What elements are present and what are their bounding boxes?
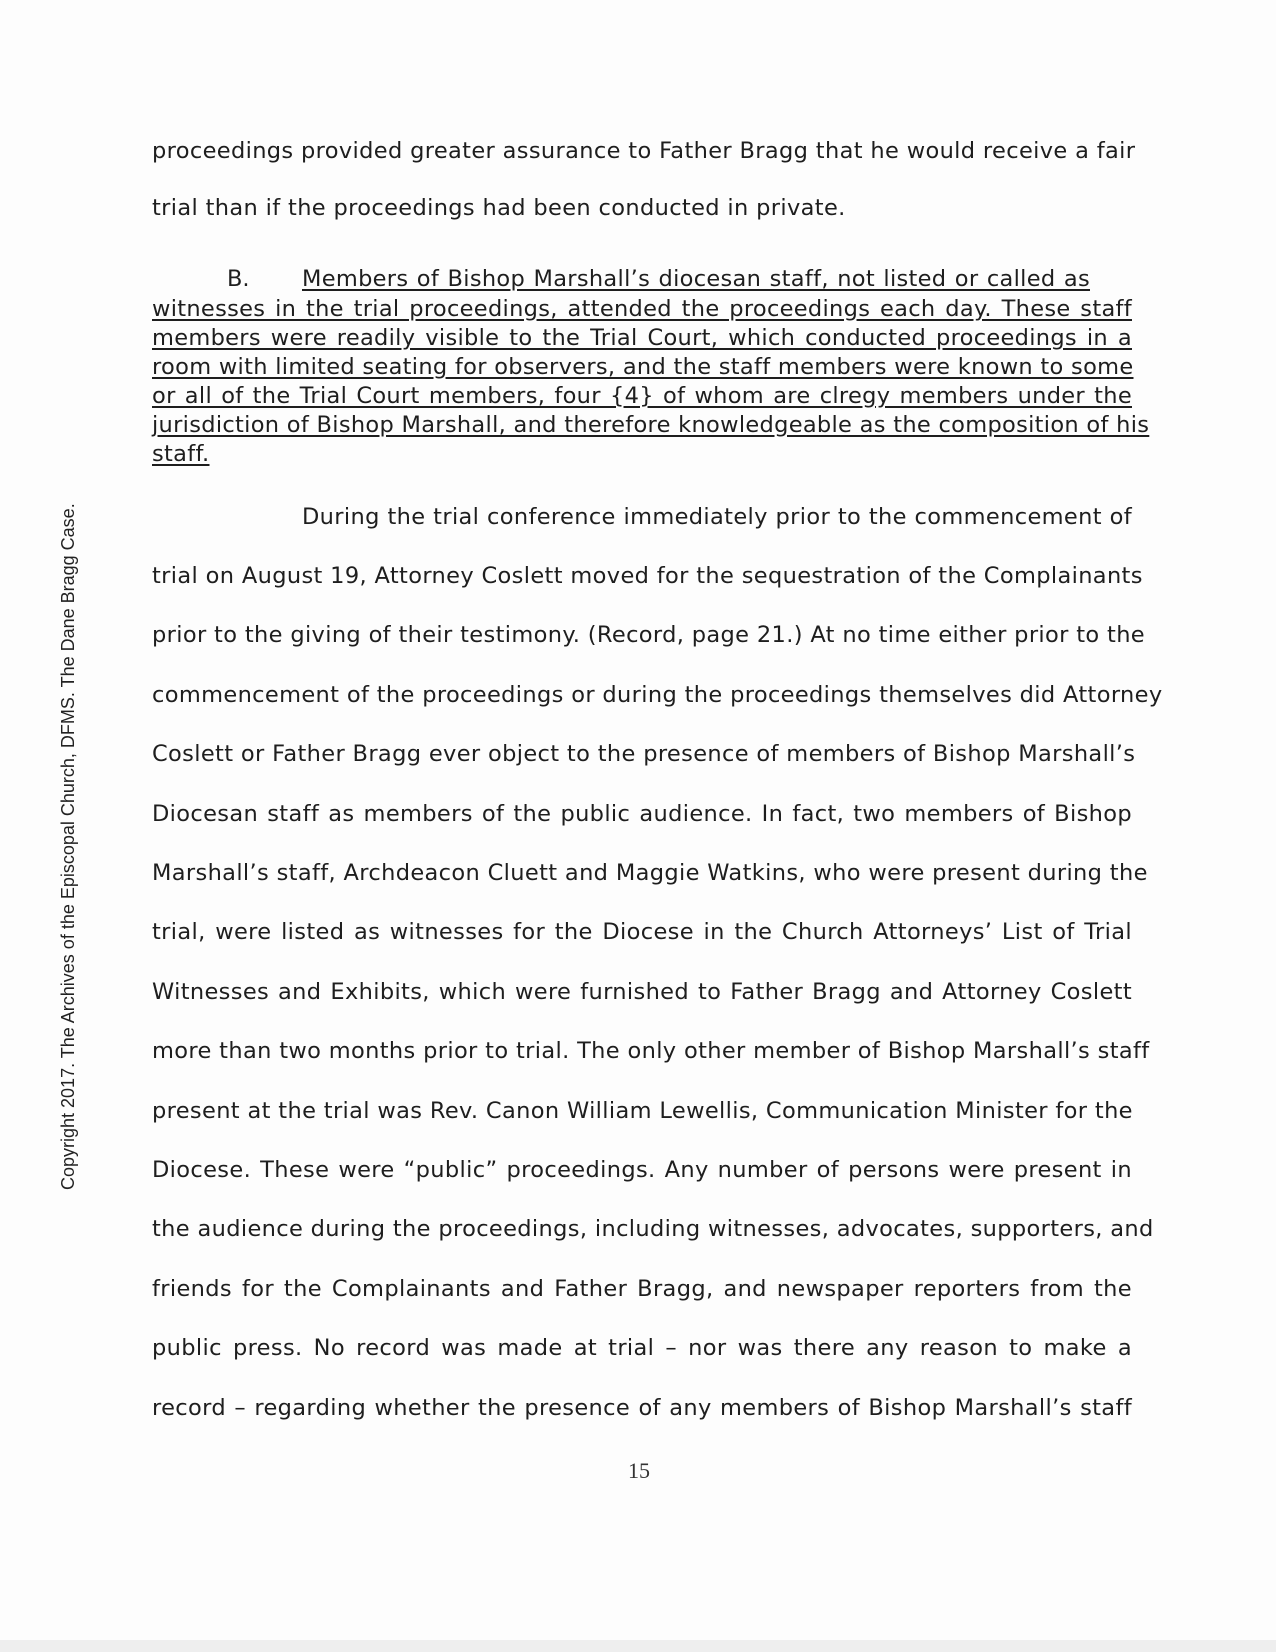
text-line: prior to the giving of their testimony. (Record, page 21.) At no time either prior to the <box>152 622 1146 648</box>
text-line: During the trial conference immediately prior to the commencement of <box>302 504 1132 530</box>
text-line: public press. No record was made at trial – nor was there any reason to make a <box>152 1335 1132 1361</box>
page-number: 15 <box>628 1458 650 1483</box>
section-heading <box>152 296 1150 476</box>
text-line: Witnesses and Exhibits, which were furnished to Father Bragg and Attorney Coslett <box>152 979 1132 1005</box>
text-line: friends for the Complainants and Father Bragg, and newspaper reporters from the <box>152 1276 1132 1302</box>
text-line: Coslett or Father Bragg ever object to the presence of members of Bishop Marshall’s <box>152 741 1136 767</box>
text-line: trial, were listed as witnesses for the Diocese in the Church Attorneys’ List of Trial <box>152 919 1132 945</box>
section-heading-line: staff. <box>152 441 210 467</box>
text-line: present at the trial was Rev. Canon William Lewellis, Communication Minister for the <box>152 1098 1133 1124</box>
text-line: Diocesan staff as members of the public audience. In fact, two members of Bishop <box>152 801 1132 827</box>
text-line: Diocese. These were “public” proceedings. Any number of persons were present in <box>152 1157 1132 1183</box>
section-heading-line: jurisdiction of Bishop Marshall, and therefore knowledgeable as the composition of his <box>152 412 1150 438</box>
section-heading-line: witnesses in the trial proceedings, attended the proceedings each day. These staff <box>152 296 1132 322</box>
page-bottom-edge <box>0 1640 1276 1652</box>
text-line: the audience during the proceedings, including witnesses, advocates, supporters, and <box>152 1216 1154 1242</box>
copyright-side-note: Copyright 2017. The Archives of the Episcopal Church, DFMS. The Dane Bragg Case. <box>58 503 78 1190</box>
text-line: proceedings provided greater assurance to Father Bragg that he would receive a fair <box>152 138 1136 164</box>
text-line: more than two months prior to trial. The only other member of Bishop Marshall’s staff <box>152 1038 1150 1064</box>
text-line: commencement of the proceedings or during the proceedings themselves did Attorney <box>152 682 1163 708</box>
section-heading-line: or all of the Trial Court members, four {4} of whom are clregy members under the <box>152 383 1132 409</box>
section-heading-line: members were readily visible to the Trial Court, which conducted proceedings in a <box>152 325 1132 351</box>
text-line: trial on August 19, Attorney Coslett moved for the sequestration of the Complainants <box>152 563 1143 589</box>
text-line: record – regarding whether the presence of any members of Bishop Marshall’s staff <box>152 1395 1132 1421</box>
section-label: B. <box>227 266 250 292</box>
section-heading-line: Members of Bishop Marshall’s diocesan staff, not listed or called as <box>302 266 1090 292</box>
text-line: Marshall’s staff, Archdeacon Cluett and Maggie Watkins, who were present during the <box>152 860 1148 886</box>
text-line: trial than if the proceedings had been conducted in private. <box>152 195 846 221</box>
section-heading-line: room with limited seating for observers, and the staff members were known to some <box>152 354 1134 380</box>
